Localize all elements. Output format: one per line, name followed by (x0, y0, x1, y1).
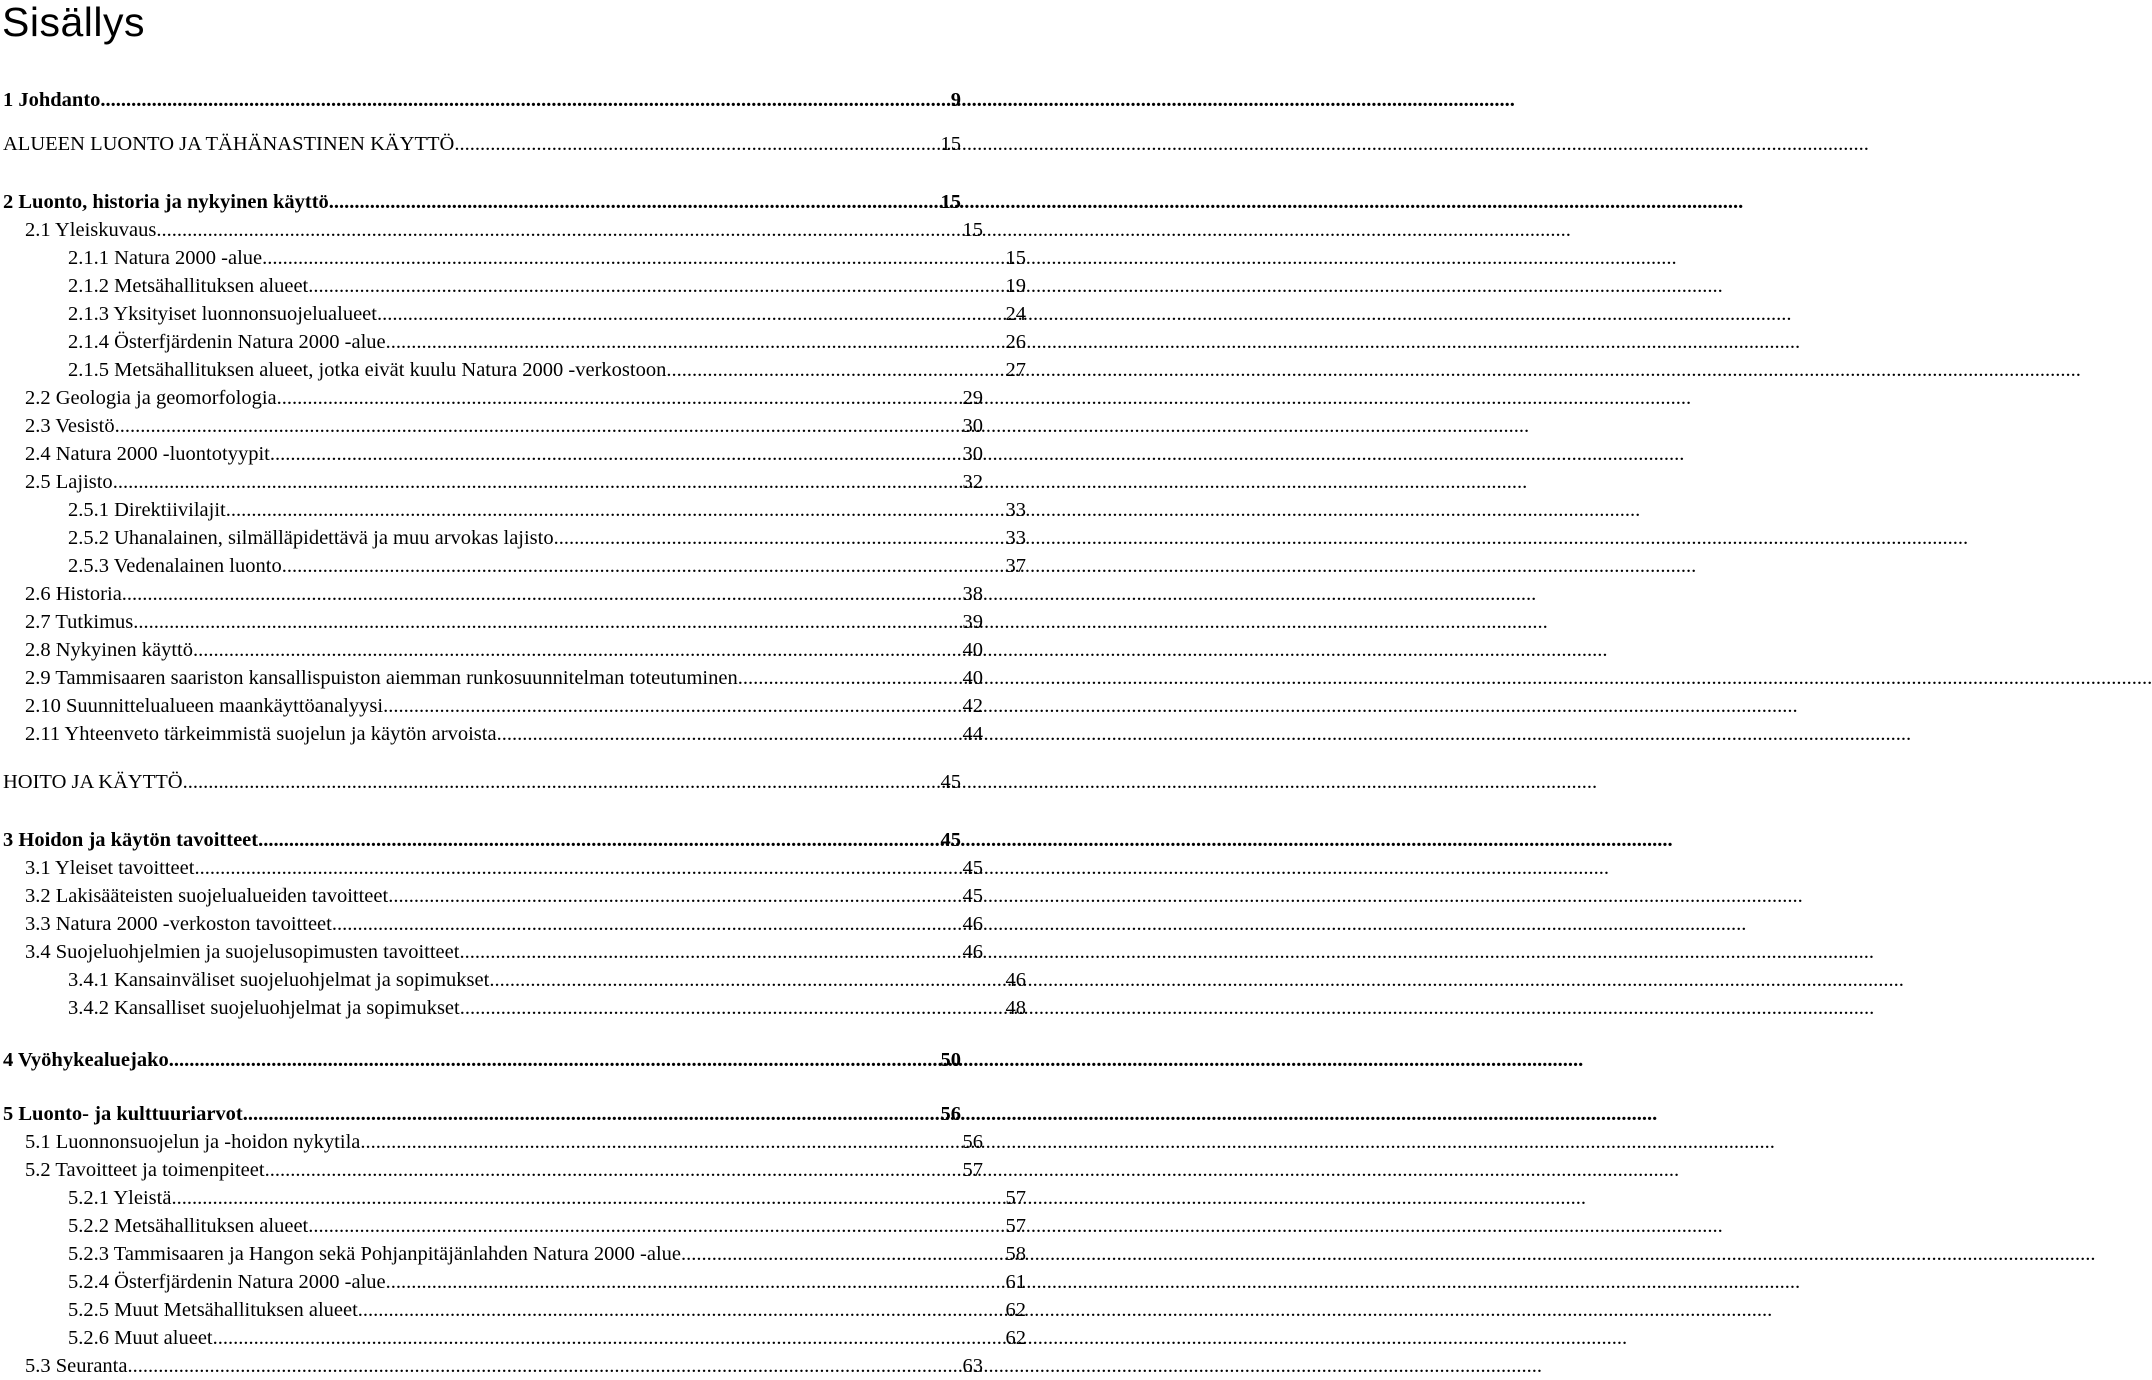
toc-entry-label: HOITO JA KÄYTTÖ (3, 771, 183, 793)
toc-entry-label: 3 Hoidon ja käytön tavoitteet (3, 829, 259, 851)
toc-dot-leader (169, 1046, 941, 1074)
toc-dot-leader (459, 938, 957, 966)
toc-entry-label: 2.1.2 Metsähallituksen alueet (68, 275, 309, 297)
toc-entry[interactable] (0, 1100, 961, 1128)
toc-entry[interactable] (0, 692, 983, 720)
toc-entry-label: ALUEEN LUONTO JA TÄHÄNASTINEN KÄYTTÖ (3, 133, 455, 155)
toc-entry-label: 5.2.4 Österfjärdenin Natura 2000 -alue (68, 1271, 386, 1293)
toc-entry-label: 2.9 Tammisaaren saariston kansallispuiston aiemman runkosuunnitelman toteutuminen (25, 667, 738, 689)
toc-entry-label: 2 Luonto, historia ja nykyinen käyttö (3, 191, 329, 213)
toc-entry[interactable] (0, 272, 1026, 300)
toc-page-number: 45 (935, 771, 961, 793)
toc-entry-label: 5.3 Seuranta (25, 1355, 128, 1377)
toc-entry[interactable] (0, 1156, 983, 1184)
toc-entry-label: 5.2.3 Tammisaaren ja Hangon sekä Pohjanpitäjänlahden Natura 2000 -alue (68, 1243, 681, 1265)
toc-dot-leader (156, 216, 957, 244)
toc-entry-label: 2.10 Suunnittelualueen maankäyttöanalyysi (25, 695, 384, 717)
toc-entry[interactable] (0, 938, 983, 966)
toc-entry-label: 2.1.5 Metsähallituksen alueet, jotka eivät kuulu Natura 2000 -verkostoon (68, 359, 667, 381)
toc-dot-leader (332, 910, 958, 938)
toc-page-number: 24 (1000, 303, 1026, 325)
toc-page-number: 46 (957, 913, 983, 935)
toc-entry[interactable] (0, 720, 983, 748)
toc-entry[interactable] (0, 910, 983, 938)
toc-entry[interactable] (0, 1352, 983, 1380)
toc-page-number: 33 (1000, 527, 1026, 549)
toc-page-number: 45 (957, 857, 983, 879)
toc-entry[interactable] (0, 636, 983, 664)
toc-page-number: 46 (1000, 969, 1026, 991)
toc-page-number: 15 (1000, 247, 1026, 269)
toc-dot-leader (358, 1296, 1001, 1324)
toc-dot-leader (497, 720, 958, 748)
toc-entry-label: 2.1 Yleiskuvaus (25, 219, 157, 241)
toc-entry[interactable] (0, 1046, 961, 1074)
toc-entry-label: 2.1.1 Natura 2000 -alue (68, 247, 263, 269)
toc-entry[interactable] (0, 826, 961, 854)
toc-entry-label: 3.1 Yleiset tavoitteet (25, 857, 195, 879)
toc-page-number: 50 (940, 1049, 961, 1071)
toc-entry-label: 5.1 Luonnonsuojelun ja -hoidon nykytila (25, 1131, 361, 1153)
toc-page-number: 45 (957, 885, 983, 907)
toc-page-number: 40 (957, 667, 983, 689)
toc-entry-label: 2.1.3 Yksityiset luonnonsuojelualueet (68, 303, 377, 325)
toc-entry[interactable] (0, 854, 983, 882)
toc-entry[interactable] (0, 1268, 1026, 1296)
toc-dot-leader (386, 328, 1001, 356)
toc-page-number: 15 (935, 133, 961, 155)
toc-page-number: 46 (957, 941, 983, 963)
toc-entry[interactable] (0, 1240, 1026, 1268)
toc-dot-leader (460, 994, 1001, 1022)
toc-page-number: 42 (957, 695, 983, 717)
toc-dot-leader (383, 692, 957, 720)
toc-entry[interactable] (0, 328, 1026, 356)
toc-entry[interactable] (0, 468, 983, 496)
toc-entry-label: 2.1.4 Österfjärdenin Natura 2000 -alue (68, 331, 386, 353)
toc-entry[interactable] (0, 384, 983, 412)
toc-entry-label: 2.4 Natura 2000 -luontotyypit (25, 443, 270, 465)
toc-entry-label: 5.2.2 Metsähallituksen alueet (68, 1215, 309, 1237)
toc-dot-leader (329, 188, 941, 216)
toc-dot-leader (554, 524, 1001, 552)
toc-entry-label: 3.4.2 Kansalliset suojeluohjelmat ja sopimukset (68, 997, 460, 1019)
toc-entry-label: 2.5.1 Direktiivilajit (68, 499, 226, 521)
toc-page-number: 32 (957, 471, 983, 493)
toc-dot-leader (738, 664, 958, 692)
toc-page-number: 62 (1000, 1299, 1026, 1321)
toc-page-number: 15 (957, 219, 983, 241)
toc-dot-leader (243, 1100, 941, 1128)
toc-entry-label: 3.4.1 Kansainväliset suojeluohjelmat ja sopimukset (68, 969, 490, 991)
toc-entry-label: 2.2 Geologia ja geomorfologia (25, 387, 277, 409)
toc-page-number: 57 (1000, 1215, 1026, 1237)
toc-page-number: 26 (1000, 331, 1026, 353)
toc-dot-leader (308, 1212, 1000, 1240)
toc-entry[interactable] (0, 608, 983, 636)
toc-entry-label: 1 Johdanto (3, 89, 101, 111)
toc-entry-label: 5 Luonto- ja kulttuuriarvot (3, 1103, 243, 1125)
toc-dot-leader (115, 412, 958, 440)
toc-dot-leader (489, 966, 1000, 994)
toc-dot-leader (171, 1184, 1000, 1212)
toc-page-number: 56 (957, 1131, 983, 1153)
toc-entry-label: 2.8 Nykyinen käyttö (25, 639, 193, 661)
toc-entry[interactable] (0, 244, 1026, 272)
toc-entry-label: 5.2 Tavoitteet ja toimenpiteet (25, 1159, 265, 1181)
toc-page-number: 57 (957, 1159, 983, 1181)
toc-entry[interactable] (0, 768, 961, 796)
toc-entry[interactable] (0, 524, 1026, 552)
toc-dot-leader (265, 1156, 958, 1184)
toc-page-number: 9 (950, 89, 961, 111)
toc-entry-label: 2.11 Yhteenveto tärkeimmistä suojelun ja käytön arvoista (25, 723, 497, 745)
toc-page-number: 45 (940, 829, 961, 851)
toc-dot-leader (127, 1352, 957, 1380)
toc-page-number: 15 (940, 191, 961, 213)
toc-page-number: 38 (957, 583, 983, 605)
toc-page-number: 63 (957, 1355, 983, 1377)
toc-entry-label: 2.5 Lajisto (25, 471, 113, 493)
toc-dot-leader (681, 1240, 1000, 1268)
toc-page-number: 61 (1000, 1271, 1026, 1293)
page-title: Sisällys (2, 0, 145, 45)
toc-entry-label: 5.2.6 Muut alueet (68, 1327, 213, 1349)
toc-page-number: 40 (957, 639, 983, 661)
toc-entry[interactable] (0, 882, 983, 910)
toc-entry[interactable] (0, 580, 983, 608)
toc-entry[interactable] (0, 86, 961, 114)
toc-entry-label: 2.5.2 Uhanalainen, silmälläpidettävä ja muu arvokas lajisto (68, 527, 554, 549)
toc-dot-leader (666, 356, 1000, 384)
toc-dot-leader (100, 86, 950, 114)
toc-entry-label: 2.6 Historia (25, 583, 122, 605)
toc-entry-label: 3.4 Suojeluohjelmien ja suojelusopimusten tavoitteet (25, 941, 460, 963)
toc-dot-leader (113, 468, 958, 496)
toc-dot-leader (377, 300, 1000, 328)
toc-dot-leader (388, 882, 957, 910)
toc-page-number: 30 (957, 415, 983, 437)
toc-entry-label: 2.7 Tutkimus (25, 611, 134, 633)
toc-entry[interactable] (0, 552, 1026, 580)
toc-entry[interactable] (0, 1212, 1026, 1240)
toc-dot-leader (194, 854, 957, 882)
toc-page-number: 33 (1000, 499, 1026, 521)
toc-entry-label: 2.3 Vesistö (25, 415, 115, 437)
toc-page-number: 29 (957, 387, 983, 409)
toc-dot-leader (193, 636, 957, 664)
toc-entry-label: 5.2.1 Yleistä (68, 1187, 172, 1209)
toc-entry[interactable] (0, 412, 983, 440)
toc-entry[interactable] (0, 1324, 1026, 1352)
toc-entry-label: 3.3 Natura 2000 -verkoston tavoitteet (25, 913, 332, 935)
toc-dot-leader (386, 1268, 1001, 1296)
toc-page-number: 62 (1000, 1327, 1026, 1349)
toc-dot-leader (122, 580, 958, 608)
toc-entry[interactable] (0, 1128, 983, 1156)
toc-entry[interactable] (0, 300, 1026, 328)
toc-entry-label: 4 Vyöhykealuejako (3, 1049, 169, 1071)
toc-page-number: 48 (1000, 997, 1026, 1019)
toc-dot-leader (133, 608, 957, 636)
toc-dot-leader (282, 552, 1001, 580)
toc-page-number: 27 (1000, 359, 1026, 381)
toc-dot-leader (270, 440, 958, 468)
toc-entry-label: 2.5.3 Vedenalainen luonto (68, 555, 282, 577)
toc-entry-label: 5.2.5 Muut Metsähallituksen alueet (68, 1299, 358, 1321)
toc-dot-leader (277, 384, 958, 412)
toc-dot-leader (262, 244, 1000, 272)
toc-dot-leader (183, 768, 936, 796)
toc-entry-label: 3.2 Lakisääteisten suojelualueiden tavoitteet (25, 885, 389, 907)
toc-dot-leader (454, 130, 935, 158)
toc-entry[interactable] (0, 130, 961, 158)
toc-entry[interactable] (0, 994, 1026, 1022)
toc-entry[interactable] (0, 1184, 1026, 1212)
toc-page-number: 58 (1000, 1243, 1026, 1265)
toc-page-number: 56 (940, 1103, 961, 1125)
toc-dot-leader (258, 826, 940, 854)
toc-entry[interactable] (0, 1296, 1026, 1324)
toc-entry[interactable] (0, 966, 1026, 994)
toc-page-number: 44 (957, 723, 983, 745)
toc-entry[interactable] (0, 188, 961, 216)
toc-page-number: 57 (1000, 1187, 1026, 1209)
toc-dot-leader (213, 1324, 1001, 1352)
toc-entry[interactable] (0, 664, 983, 692)
toc-dot-leader (226, 496, 1001, 524)
toc-entry[interactable] (0, 440, 983, 468)
toc-dot-leader (308, 272, 1000, 300)
toc-entry[interactable] (0, 356, 1026, 384)
toc-page-number: 37 (1000, 555, 1026, 577)
toc-entry[interactable] (0, 496, 1026, 524)
toc-dot-leader (360, 1128, 957, 1156)
toc-page-number: 39 (957, 611, 983, 633)
toc-page-number: 30 (957, 443, 983, 465)
toc-entry[interactable] (0, 216, 983, 244)
toc-page-number: 19 (1000, 275, 1026, 297)
